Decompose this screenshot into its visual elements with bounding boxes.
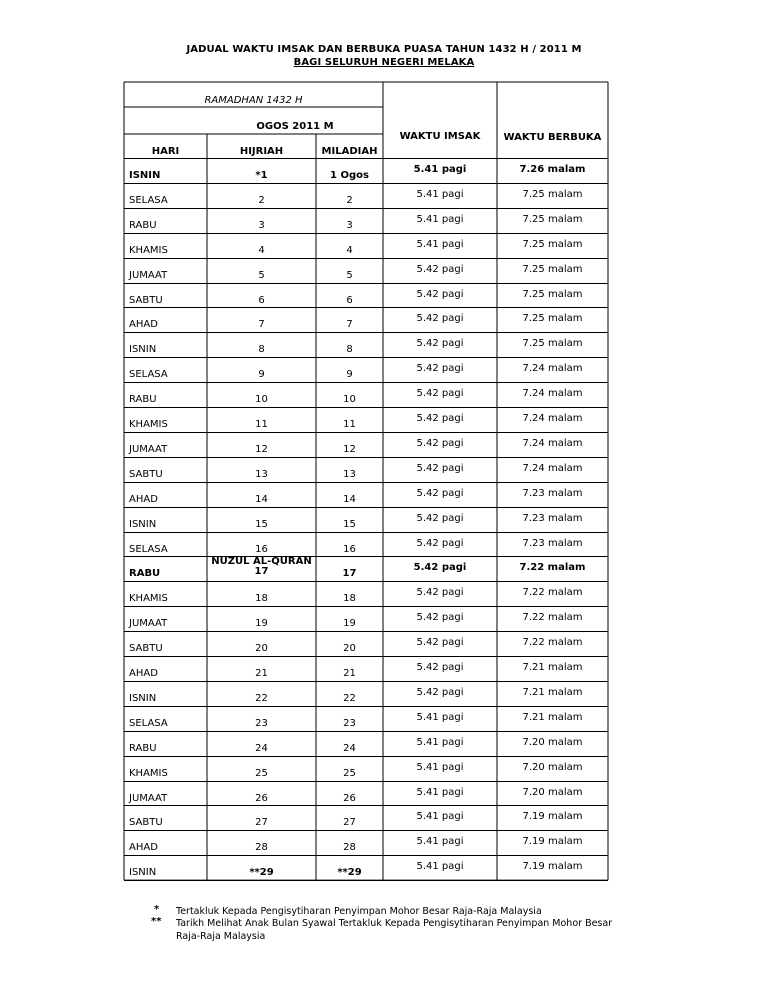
cell-miladiah: 8	[346, 344, 353, 356]
document-subtitle: BAGI SELURUH NEGERI MELAKA	[293, 57, 475, 68]
cell-hari: RABU	[129, 742, 157, 754]
cell-hari: RABU	[129, 568, 161, 580]
cell-hijriah: *1	[255, 170, 268, 181]
cell-hari: SELASA	[129, 717, 168, 729]
cell-hijriah: 6	[258, 294, 265, 306]
cell-hijriah: 25	[255, 767, 268, 779]
cell-hijriah: 21	[255, 668, 268, 679]
cell-miladiah: 7	[346, 319, 353, 331]
cell-imsak: 5.41 pagi	[416, 238, 464, 250]
cell-berbuka: 7.21 malam	[522, 662, 583, 673]
cell-miladiah: 21	[343, 668, 356, 679]
cell-imsak: 5.42 pagi	[416, 462, 464, 474]
cell-imsak: 5.41 pagi	[416, 811, 464, 823]
cell-hijriah: 4	[258, 244, 265, 256]
cell-imsak: 5.42 pagi	[416, 363, 464, 375]
cell-hari: KHAMIS	[129, 419, 168, 430]
cell-miladiah: 1 Ogos	[330, 170, 369, 181]
cell-berbuka: 7.25 malam	[522, 338, 583, 350]
cell-imsak: 5.42 pagi	[416, 686, 464, 698]
cell-miladiah: 10	[343, 394, 356, 406]
cell-imsak: 5.41 pagi	[416, 861, 464, 873]
cell-miladiah: 20	[343, 643, 356, 655]
cell-miladiah: **29	[337, 867, 362, 879]
cell-berbuka: 7.25 malam	[522, 213, 583, 225]
cell-imsak: 5.42 pagi	[416, 437, 464, 449]
cell-hari: SABTU	[129, 817, 163, 829]
cell-berbuka: 7.25 malam	[522, 188, 583, 200]
cell-hijriah: 3	[258, 219, 265, 231]
header-waktu-berbuka: WAKTU BERBUKA	[503, 132, 602, 143]
cell-berbuka: 7.22 malam	[522, 637, 583, 649]
cell-hari: JUMAAT	[129, 443, 168, 455]
cell-berbuka: 7.24 malam	[522, 363, 583, 375]
cell-berbuka: 7.25 malam	[522, 313, 583, 325]
cell-miladiah: 19	[343, 618, 356, 630]
cell-hijriah: 7	[258, 319, 265, 331]
cell-hari: KHAMIS	[129, 593, 168, 605]
cell-hijriah: 9	[258, 369, 265, 381]
cell-hari: JUMAAT	[129, 269, 168, 281]
cell-hijriah: 22	[255, 692, 268, 704]
cell-berbuka: 7.22 malam	[522, 587, 583, 599]
cell-miladiah: 6	[346, 294, 353, 306]
cell-berbuka: 7.20 malam	[522, 761, 583, 773]
cell-hijriah: **29	[249, 867, 274, 879]
cell-hari: AHAD	[129, 319, 158, 331]
cell-hijriah: 23	[255, 717, 268, 729]
cell-hijriah: 20	[255, 643, 268, 655]
cell-hijriah: 11	[255, 419, 268, 430]
cell-hari: SABTU	[129, 643, 163, 655]
header-hari: HARI	[151, 146, 180, 157]
cell-berbuka: 7.20 malam	[522, 736, 583, 748]
cell-hijriah: 24	[255, 742, 268, 754]
cell-berbuka: 7.22 malam	[522, 612, 583, 624]
cell-hijriah: 26	[255, 792, 268, 804]
cell-imsak: 5.41 pagi	[416, 188, 464, 200]
cell-hari: JUMAAT	[129, 618, 168, 630]
cell-imsak: 5.42 pagi	[413, 562, 467, 574]
cell-imsak: 5.42 pagi	[416, 587, 464, 599]
cell-hari: ISNIN	[129, 692, 157, 704]
cell-hari: JUMAAT	[129, 792, 168, 804]
cell-hari: SABTU	[129, 294, 163, 306]
cell-hari: RABU	[129, 394, 157, 406]
cell-miladiah: 5	[346, 269, 353, 281]
cell-berbuka: 7.20 malam	[522, 786, 583, 798]
cell-miladiah: 18	[343, 593, 356, 605]
cell-miladiah: 15	[343, 518, 356, 530]
cell-hari: ISNIN	[129, 867, 157, 879]
cell-berbuka: 7.25 malam	[522, 263, 583, 275]
cell-hari: AHAD	[129, 668, 158, 679]
cell-hijriah: 10	[255, 394, 268, 406]
cell-hijriah: 28	[255, 842, 268, 854]
cell-miladiah: 25	[343, 767, 356, 779]
cell-hijriah: 19	[255, 618, 268, 630]
cell-hari: KHAMIS	[129, 767, 168, 779]
cell-hari: SELASA	[129, 369, 168, 381]
cell-berbuka: 7.25 malam	[522, 238, 583, 250]
cell-hari: SELASA	[129, 543, 168, 555]
cell-berbuka: 7.22 malam	[519, 562, 586, 574]
cell-hijriah: 15	[255, 518, 268, 530]
cell-hari: SELASA	[129, 194, 168, 206]
cell-miladiah: 22	[343, 692, 356, 704]
cell-imsak: 5.42 pagi	[416, 288, 464, 300]
cell-hijriah-note: NUZUL AL-QURAN	[211, 556, 312, 568]
cell-miladiah: 2	[346, 194, 353, 206]
cell-hari: SABTU	[129, 468, 163, 480]
cell-imsak: 5.42 pagi	[416, 263, 464, 275]
cell-hijriah: 5	[258, 269, 265, 281]
document-title: JADUAL WAKTU IMSAK DAN BERBUKA PUASA TAHUN 1432 H / 2011 M	[186, 44, 582, 55]
cell-berbuka: 7.19 malam	[522, 861, 583, 873]
cell-berbuka: 7.19 malam	[522, 811, 583, 823]
cell-berbuka: 7.24 malam	[522, 388, 583, 400]
cell-imsak: 5.42 pagi	[416, 413, 464, 424]
cell-miladiah: 28	[343, 842, 356, 854]
cell-miladiah: 14	[343, 493, 356, 505]
note-1: Tertakluk Kepada Pengisytiharan Penyimpan Mohor Besar Raja-Raja Malaysia	[176, 906, 542, 917]
cell-miladiah: 23	[343, 717, 356, 729]
cell-hari: AHAD	[129, 493, 158, 505]
cell-imsak: 5.41 pagi	[413, 164, 467, 175]
cell-hijriah: 12	[255, 443, 268, 455]
cell-berbuka: 7.21 malam	[522, 711, 583, 723]
cell-imsak: 5.41 pagi	[416, 736, 464, 748]
cell-hijriah: 27	[255, 817, 268, 829]
cell-hijriah: 8	[258, 344, 265, 356]
cell-hijriah: 14	[255, 493, 268, 505]
cell-miladiah: 24	[343, 742, 356, 754]
cell-imsak: 5.42 pagi	[416, 487, 464, 499]
cell-hijriah: 13	[255, 468, 268, 480]
cell-berbuka: 7.24 malam	[522, 437, 583, 449]
cell-miladiah: 4	[346, 244, 353, 256]
cell-imsak: 5.41 pagi	[416, 213, 464, 225]
cell-miladiah: 3	[346, 219, 353, 231]
note-mark-1: *	[154, 904, 160, 915]
cell-berbuka: 7.24 malam	[522, 462, 583, 474]
cell-miladiah: 13	[343, 468, 356, 480]
cell-miladiah: 12	[343, 443, 356, 455]
cell-berbuka: 7.24 malam	[522, 413, 583, 424]
cell-berbuka: 7.25 malam	[522, 288, 583, 300]
cell-hari: ISNIN	[129, 518, 157, 530]
header-miladiah: MILADIAH	[321, 146, 378, 157]
header-ramadhan: RAMADHAN 1432 H	[204, 95, 303, 106]
cell-imsak: 5.42 pagi	[416, 662, 464, 673]
cell-imsak: 5.42 pagi	[416, 537, 464, 549]
header-hijriah: HIJRIAH	[239, 146, 284, 157]
cell-berbuka: 7.23 malam	[522, 537, 583, 549]
cell-hari: ISNIN	[129, 170, 161, 181]
cell-imsak: 5.41 pagi	[416, 836, 464, 848]
cell-hijriah: 2	[258, 194, 265, 206]
cell-imsak: 5.42 pagi	[416, 313, 464, 325]
cell-imsak: 5.42 pagi	[416, 637, 464, 649]
cell-miladiah: 27	[343, 817, 356, 829]
cell-imsak: 5.42 pagi	[416, 512, 464, 524]
note-2-line-1: Tarikh Melihat Anak Bulan Syawal Tertakluk Kepada Pengisytiharan Penyimpan Mohor Besar	[176, 918, 613, 929]
cell-miladiah: 9	[346, 369, 353, 381]
cell-hijriah: 17	[254, 566, 269, 578]
cell-imsak: 5.41 pagi	[416, 786, 464, 798]
cell-berbuka: 7.26 malam	[519, 164, 586, 175]
cell-berbuka: 7.21 malam	[522, 686, 583, 698]
header-ogos: OGOS 2011 M	[256, 121, 334, 132]
cell-miladiah: 16	[343, 543, 356, 555]
cell-berbuka: 7.19 malam	[522, 836, 583, 848]
cell-imsak: 5.42 pagi	[416, 338, 464, 350]
cell-hijriah: 18	[255, 593, 268, 605]
cell-berbuka: 7.23 malam	[522, 512, 583, 524]
note-mark-2: **	[151, 916, 162, 927]
cell-miladiah: 26	[343, 792, 356, 804]
cell-berbuka: 7.23 malam	[522, 487, 583, 499]
cell-hari: RABU	[129, 219, 157, 231]
cell-hari: ISNIN	[129, 344, 157, 356]
cell-miladiah: 17	[342, 568, 357, 580]
note-2-line-2: Raja-Raja Malaysia	[176, 931, 266, 942]
header-waktu-imsak: WAKTU IMSAK	[399, 131, 481, 142]
cell-imsak: 5.41 pagi	[416, 761, 464, 773]
cell-hari: KHAMIS	[129, 244, 168, 256]
cell-imsak: 5.42 pagi	[416, 612, 464, 624]
cell-hari: AHAD	[129, 842, 158, 854]
cell-imsak: 5.42 pagi	[416, 388, 464, 400]
cell-imsak: 5.41 pagi	[416, 711, 464, 723]
cell-hijriah: 16	[255, 543, 268, 555]
cell-miladiah: 11	[343, 419, 356, 430]
